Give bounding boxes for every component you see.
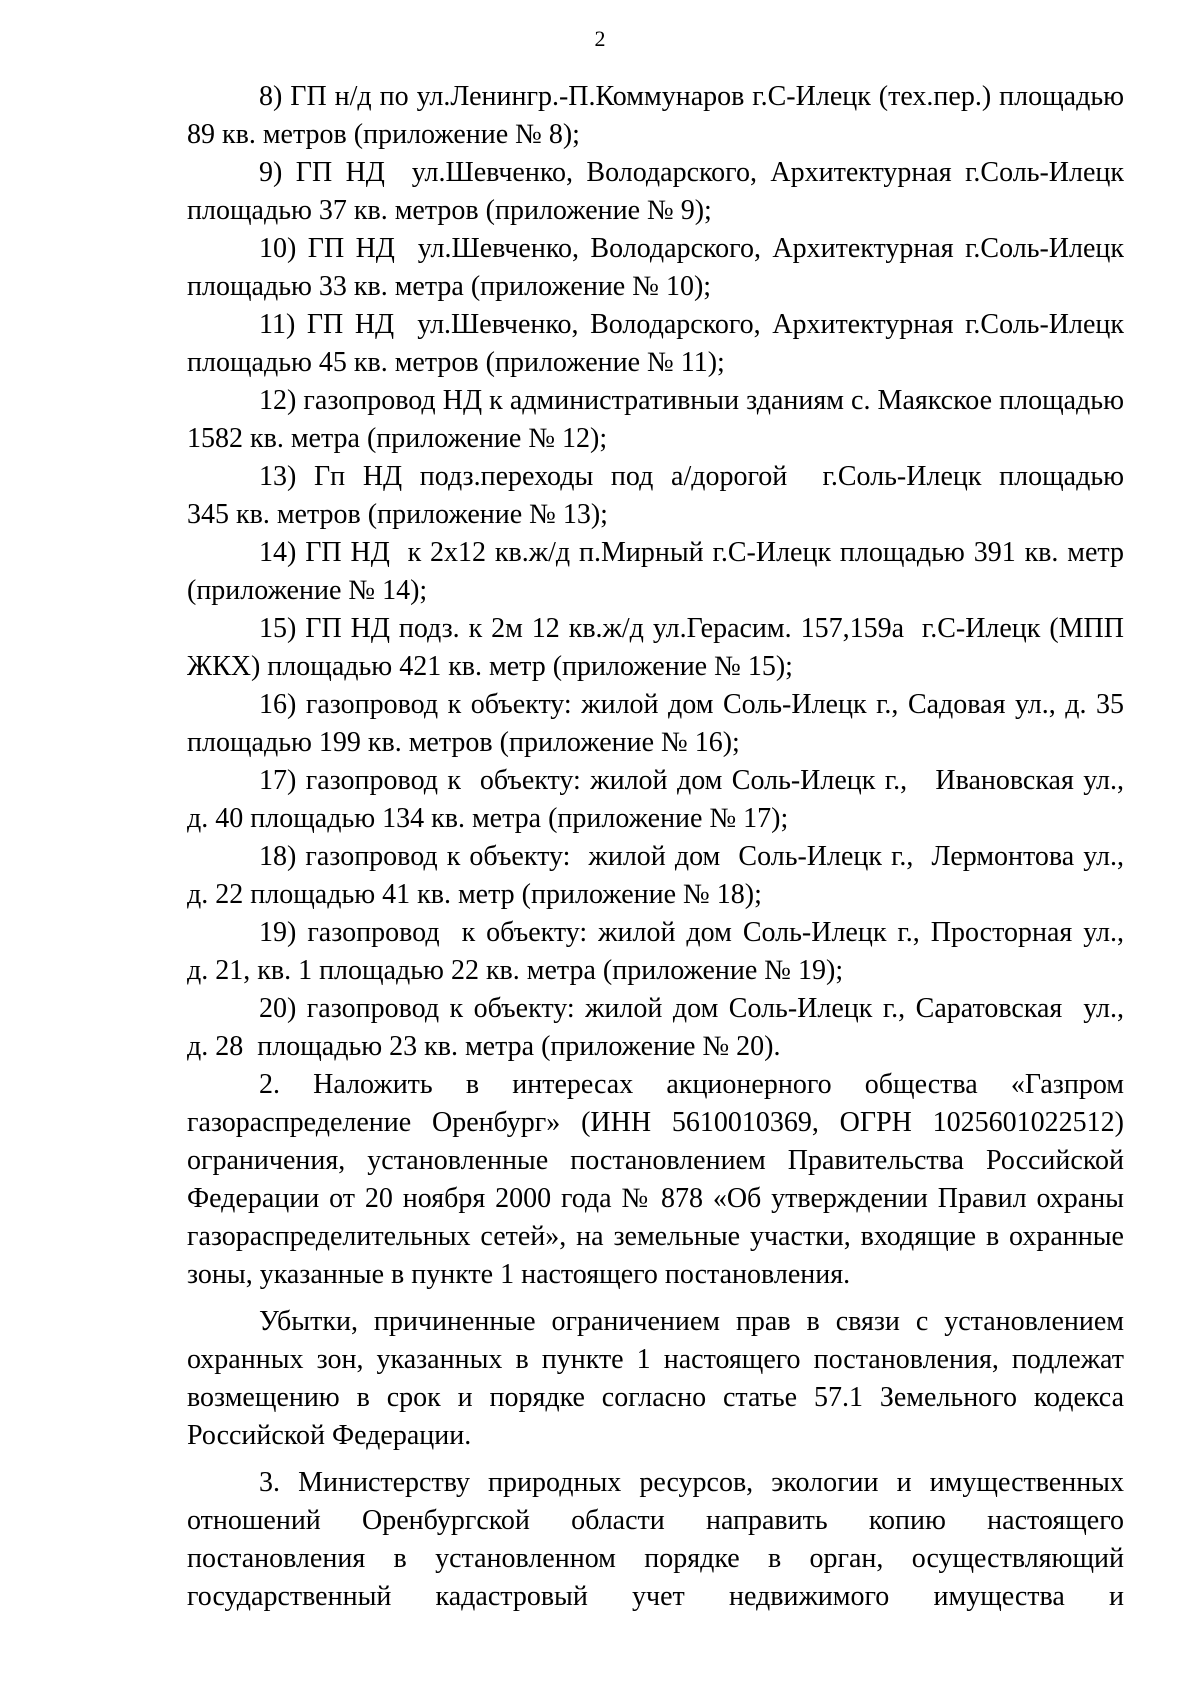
text-line: ЖКХ) площадью 421 кв. метр (приложение № 15);: [187, 651, 793, 682]
text-line: д. 21, кв. 1 площадью 22 кв. метра (приложение № 19);: [187, 955, 844, 986]
text-line: зоны, указанные в пункте 1 настоящего постановления.: [187, 1259, 851, 1290]
text-line: возмещению в срок и порядке согласно статье 57.1 Земельного кодекса: [187, 1382, 1124, 1413]
text-line: 18) газопровод к объекту: жилой дом Соль-Илецк г., Лермонтова ул.,: [259, 841, 1124, 872]
text-line: 1582 кв. метра (приложение № 12);: [187, 423, 608, 454]
paragraph: [187, 1464, 1124, 1616]
paragraph: [187, 1303, 1124, 1455]
text-line: ограничения, установленные постановлением Правительства Российской: [187, 1145, 1124, 1176]
text-line: д. 28 площадью 23 кв. метра (приложение № 20).: [187, 1031, 781, 1062]
text-line: Российской Федерации.: [187, 1420, 472, 1451]
text-line: газораспределение Оренбург» (ИНН 5610010369, ОГРН 1025601022512): [187, 1107, 1124, 1138]
paragraph: [187, 686, 1124, 762]
text-line: 19) газопровод к объекту: жилой дом Соль-Илецк г., Просторная ул.,: [259, 917, 1124, 948]
paragraph-spacer: [187, 1455, 1124, 1464]
text-line: площадью 199 кв. метров (приложение № 16);: [187, 727, 740, 758]
paragraph: [187, 306, 1124, 382]
text-line: государственный кадастровый учет недвижимого имущества и: [187, 1581, 1124, 1612]
paragraph: [187, 838, 1124, 914]
paragraph: [187, 762, 1124, 838]
text-line: площадью 45 кв. метров (приложение № 11);: [187, 347, 725, 378]
text-line: 20) газопровод к объекту: жилой дом Соль-Илецк г., Саратовская ул.,: [259, 993, 1124, 1024]
text-line: отношений Оренбургской области направить копию настоящего: [187, 1505, 1124, 1536]
paragraph: [187, 230, 1124, 306]
text-line: площадью 33 кв. метра (приложение № 10);: [187, 271, 712, 302]
paragraph: [187, 458, 1124, 534]
page-number: 2: [594, 26, 606, 51]
text-line: 13) Гп НД подз.переходы под а/дорогой г.Соль-Илецк площадью: [259, 461, 1124, 492]
text-line: 2. Наложить в интересах акционерного общества «Газпром: [259, 1069, 1124, 1100]
paragraph: [187, 1066, 1124, 1294]
text-line: 3. Министерству природных ресурсов, экологии и имущественных: [259, 1467, 1124, 1498]
text-line: газораспределительных сетей», на земельные участки, входящие в охранные: [187, 1221, 1124, 1252]
text-line: д. 40 площадью 134 кв. метра (приложение № 17);: [187, 803, 789, 834]
text-line: 12) газопровод НД к административныи зданиям с. Маякское площадью: [259, 385, 1124, 416]
paragraph: [187, 382, 1124, 458]
text-line: постановления в установленном порядке в орган, осуществляющий: [187, 1543, 1124, 1574]
paragraph: [187, 78, 1124, 154]
text-line: Федерации от 20 ноября 2000 года № 878 «Об утверждении Правил охраны: [187, 1183, 1124, 1214]
text-line: 16) газопровод к объекту: жилой дом Соль-Илецк г., Садовая ул., д. 35: [259, 689, 1124, 720]
document-body: [187, 78, 1124, 1616]
text-line: 17) газопровод к объекту: жилой дом Соль-Илецк г., Ивановская ул.,: [259, 765, 1124, 796]
text-line: 11) ГП НД ул.Шевченко, Володарского, Архитектурная г.Соль-Илецк: [259, 309, 1124, 340]
text-line: 9) ГП НД ул.Шевченко, Володарского, Архитектурная г.Соль-Илецк: [259, 157, 1124, 188]
text-line: 10) ГП НД ул.Шевченко, Володарского, Архитектурная г.Соль-Илецк: [259, 233, 1124, 264]
text-line: 15) ГП НД подз. к 2м 12 кв.ж/д ул.Герасим. 157,159а г.С-Илецк (МПП: [259, 613, 1124, 644]
paragraph: [187, 154, 1124, 230]
paragraph: [187, 610, 1124, 686]
text-line: 89 кв. метров (приложение № 8);: [187, 119, 580, 150]
paragraph: [187, 534, 1124, 610]
text-line: 345 кв. метров (приложение № 13);: [187, 499, 608, 530]
text-line: (приложение № 14);: [187, 575, 428, 606]
text-line: 8) ГП н/д по ул.Ленингр.-П.Коммунаров г.С-Илецк (тех.пер.) площадью: [259, 81, 1124, 112]
text-line: 14) ГП НД к 2х12 кв.ж/д п.Мирный г.С-Илецк площадью 391 кв. метр: [259, 537, 1124, 568]
text-line: Убытки, причиненные ограничением прав в связи с установлением: [259, 1306, 1124, 1337]
paragraph-spacer: [187, 1294, 1124, 1303]
text-line: охранных зон, указанных в пункте 1 настоящего постановления, подлежат: [187, 1344, 1124, 1375]
paragraph: [187, 990, 1124, 1066]
text-line: д. 22 площадью 41 кв. метр (приложение № 18);: [187, 879, 762, 910]
paragraph: [187, 914, 1124, 990]
text-line: площадью 37 кв. метров (приложение № 9);: [187, 195, 712, 226]
